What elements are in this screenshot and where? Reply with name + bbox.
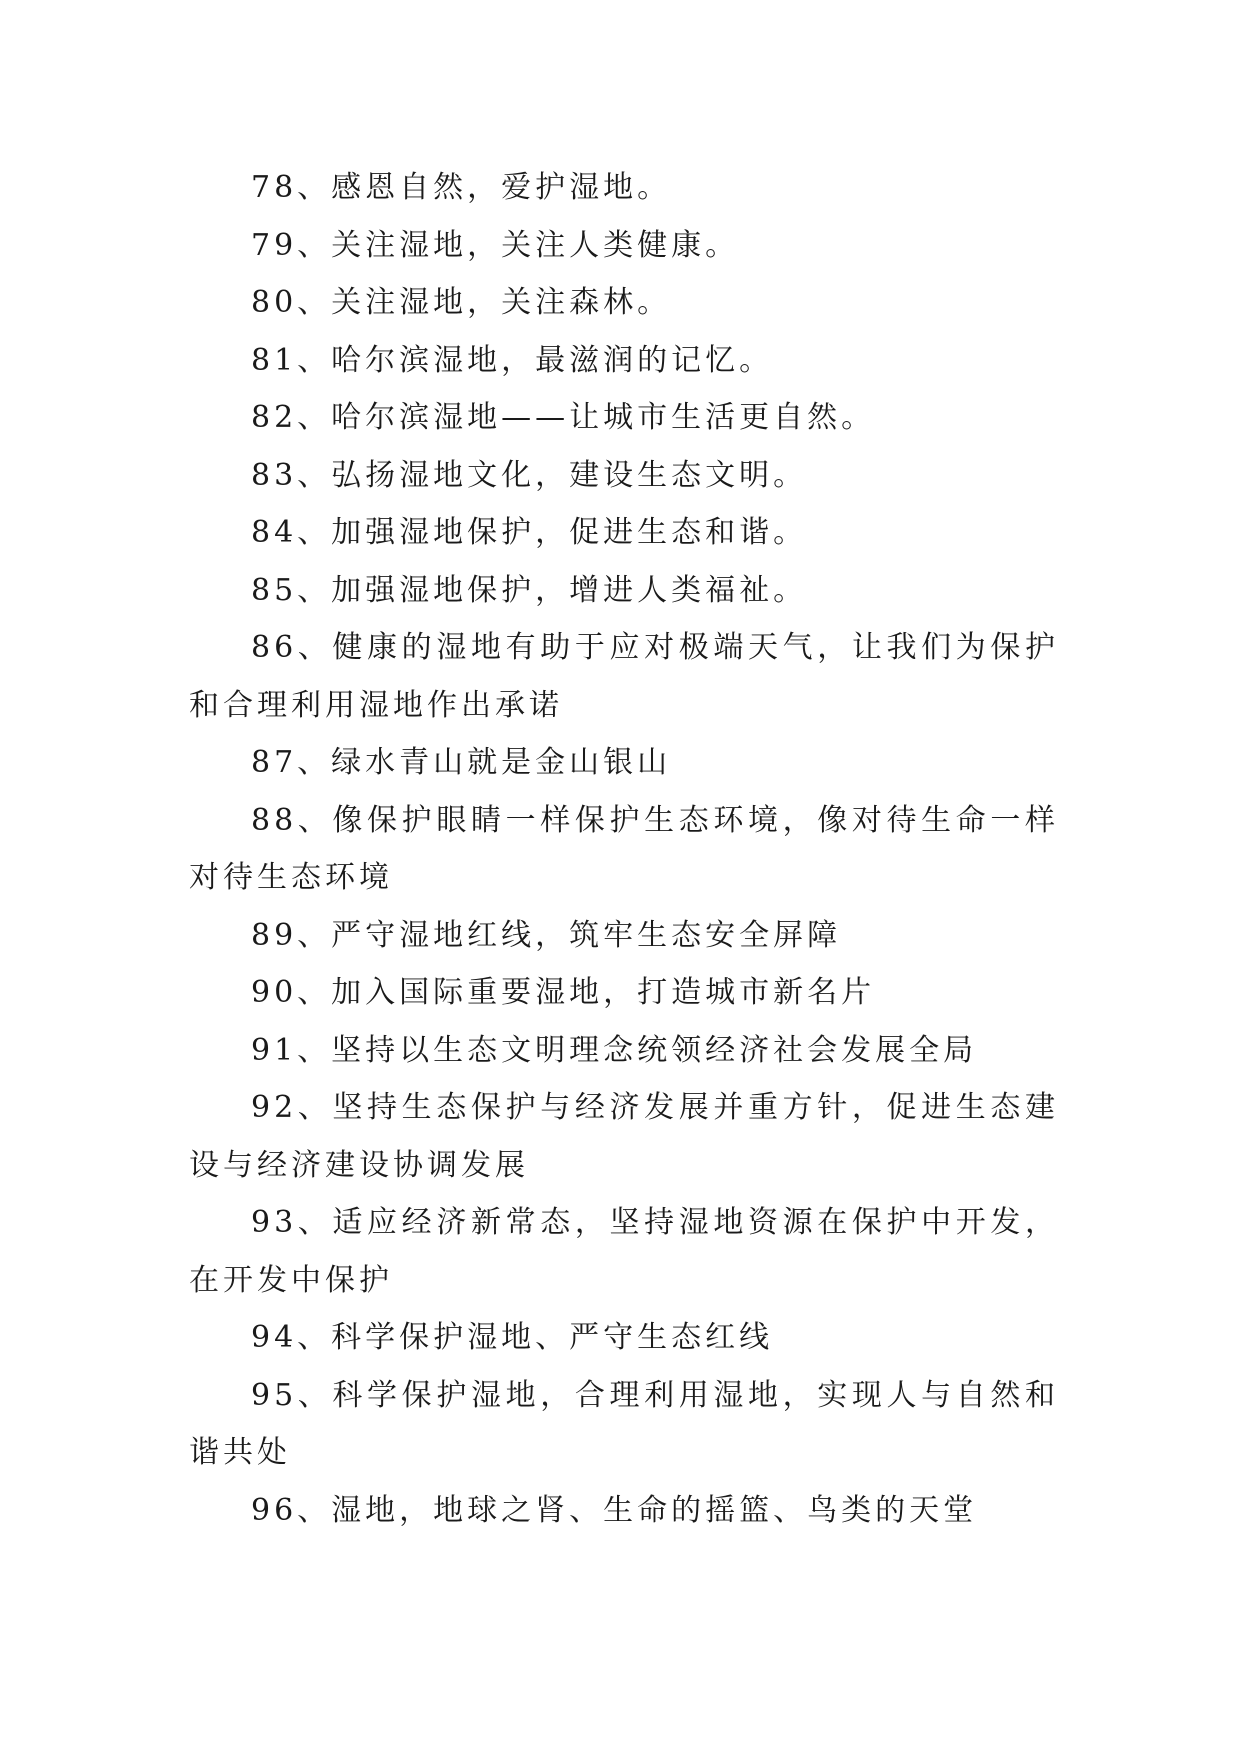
list-item: 96、湿地，地球之肾、生命的摇篮、鸟类的天堂 — [251, 1492, 978, 1528]
list-item: 82、哈尔滨湿地——让城市生活更自然。 — [251, 400, 876, 435]
list-item: 87、绿水青山就是金山银山 — [251, 745, 672, 780]
list-item: 86、健康的湿地有助于应对极端天气，让我们为保护和合理利用湿地作出承诺 — [189, 630, 1059, 723]
document-body — [189, 159, 1059, 1539]
list-item: 88、像保护眼睛一样保护生态环境，像对待生命一样对待生态环境 — [189, 802, 1059, 895]
list-item: 93、适应经济新常态，坚持湿地资源在保护中开发，在开发中保护 — [189, 1205, 1059, 1298]
list-item: 79、关注湿地，关注人类健康。 — [251, 227, 740, 263]
list-item: 89、严守湿地红线，筑牢生态安全屏障 — [251, 917, 842, 953]
list-item: 81、哈尔滨湿地，最滋润的记忆。 — [251, 342, 774, 378]
list-item: 90、加入国际重要湿地，打造城市新名片 — [251, 975, 876, 1010]
list-item: 95、科学保护湿地，合理利用湿地，实现人与自然和谐共处 — [189, 1377, 1059, 1470]
list-item: 92、坚持生态保护与经济发展并重方针，促进生态建设与经济建设协调发展 — [189, 1090, 1059, 1183]
list-item: 85、加强湿地保护，增进人类福祉。 — [251, 572, 808, 608]
list-item: 84、加强湿地保护，促进生态和谐。 — [251, 515, 808, 550]
list-item: 94、科学保护湿地、严守生态红线 — [251, 1320, 774, 1355]
list-item: 91、坚持以生态文明理念统领经济社会发展全局 — [251, 1032, 978, 1068]
list-item: 80、关注湿地，关注森林。 — [251, 285, 672, 320]
list-item: 83、弘扬湿地文化，建设生态文明。 — [251, 457, 808, 493]
list-item: 78、感恩自然，爱护湿地。 — [251, 170, 672, 205]
